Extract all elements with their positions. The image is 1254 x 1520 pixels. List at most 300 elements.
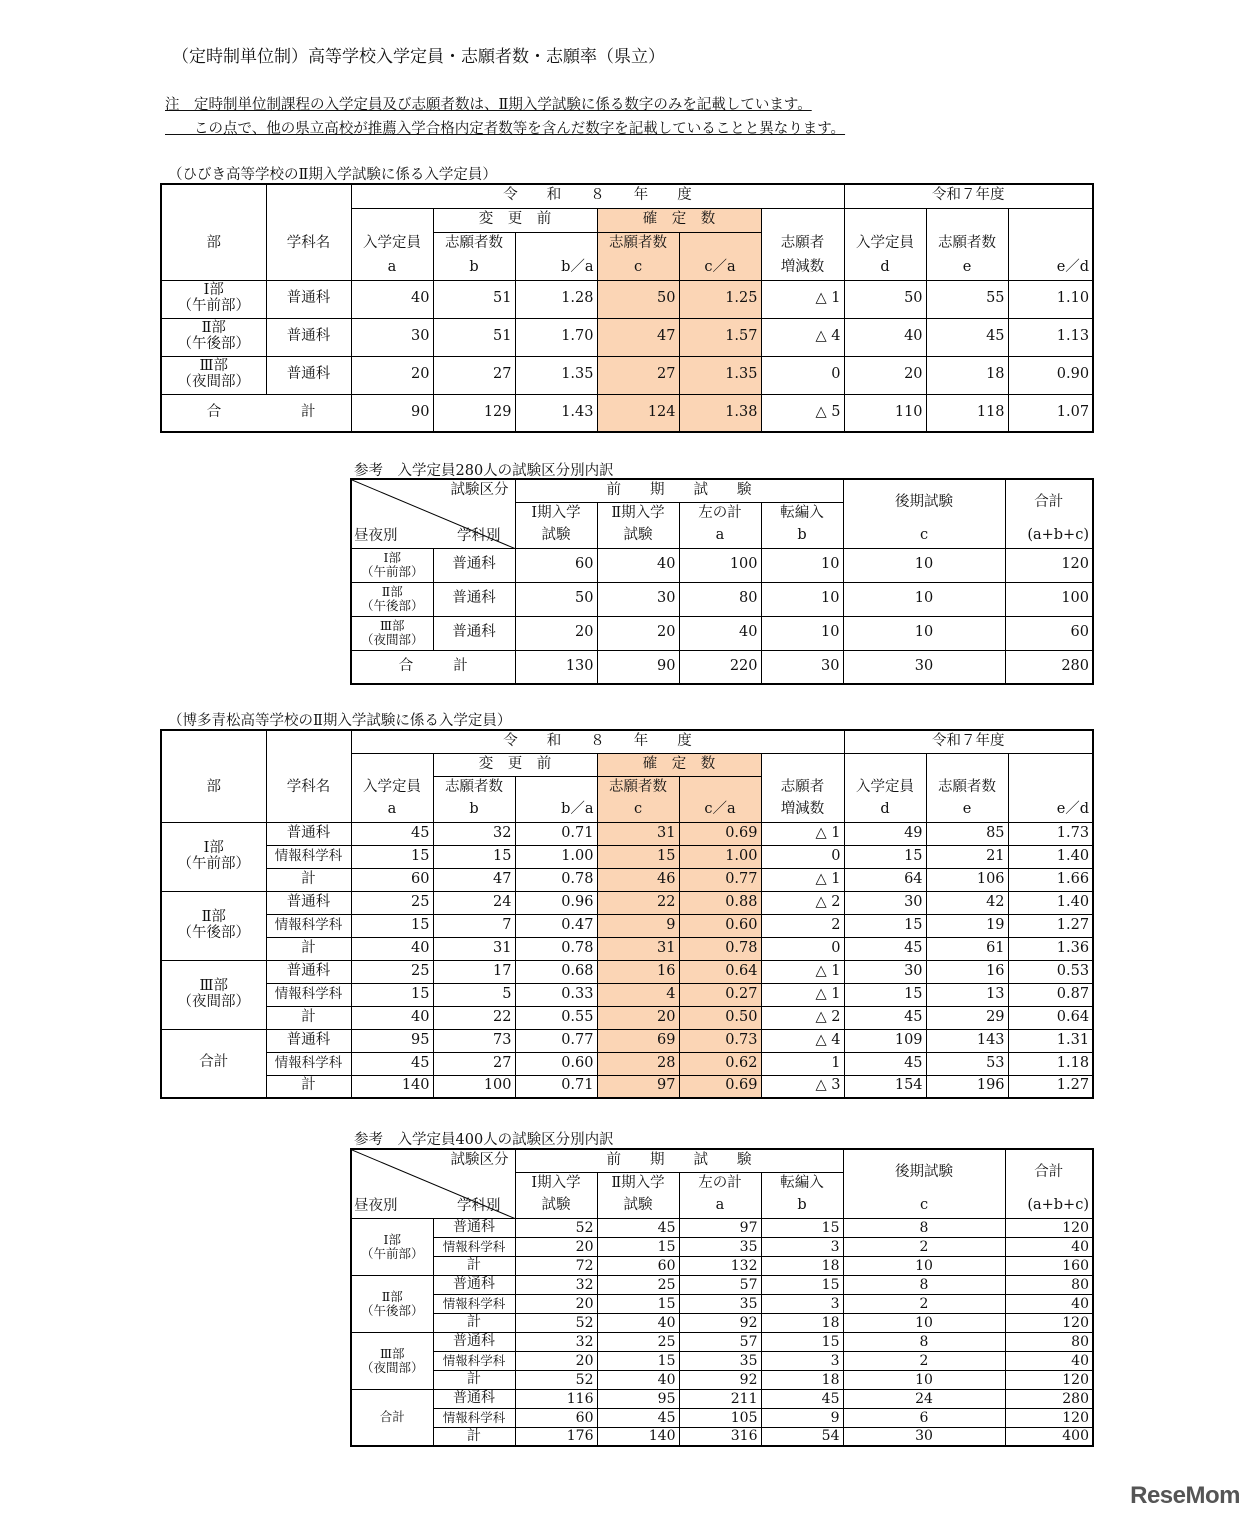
i-cell: 20: [515, 1294, 597, 1313]
shigan-c-header: 志願者数: [597, 776, 679, 799]
diagonal-header: [351, 1149, 515, 1218]
gokei-header: 合計: [1005, 479, 1093, 525]
d-cell: 40: [844, 318, 926, 356]
koki-header: 後期試験: [843, 1149, 1005, 1195]
b-cell: 27: [433, 1052, 515, 1075]
e-cell: 118: [926, 394, 1008, 432]
b-cell: 51: [433, 318, 515, 356]
table-row: [351, 548, 1093, 582]
i-cell: 52: [515, 1218, 597, 1237]
ii-cell: 90: [597, 650, 679, 684]
chuya-header: 昼夜別: [354, 527, 398, 544]
table-row: [351, 1351, 1093, 1370]
gakka-cell: 情報科学科: [266, 845, 351, 868]
diff-cell: 0: [761, 845, 844, 868]
bu-cell: [351, 1275, 433, 1332]
d-cell: 49: [844, 822, 926, 845]
gakka-cell: 計: [266, 937, 351, 960]
ba-cell: 0.33: [515, 983, 597, 1006]
c-cell: 10: [843, 1370, 1005, 1389]
i-header-2: 試験: [515, 1195, 597, 1218]
a-header: a: [351, 799, 433, 822]
e-cell: 16: [926, 960, 1008, 983]
shigan-header: 志願者数: [433, 776, 515, 799]
c-cell: 28: [597, 1052, 679, 1075]
ba-cell: 1.00: [515, 845, 597, 868]
a-cell: 35: [679, 1294, 761, 1313]
bu-label: Ⅱ部: [381, 584, 403, 600]
ed-cell: 1.18: [1008, 1052, 1093, 1075]
a-cell: 220: [679, 650, 761, 684]
a-cell: 40: [679, 616, 761, 650]
bu-cell: [351, 1218, 433, 1275]
a-cell: 57: [679, 1275, 761, 1294]
r7-header: 令和７年度: [844, 184, 1093, 208]
e-cell: 45: [926, 318, 1008, 356]
zogen-header-2: 増減数: [761, 256, 844, 280]
gakka-cell: 普通科: [433, 1218, 515, 1237]
e-cell: 61: [926, 937, 1008, 960]
ed-cell: 1.31: [1008, 1029, 1093, 1052]
gakka-cell: 普通科: [266, 822, 351, 845]
header-cell: [1008, 776, 1093, 799]
i-cell: 60: [515, 1408, 597, 1427]
hidari-header: 左の計: [679, 502, 761, 525]
bu-label: Ⅲ部: [199, 358, 228, 375]
gakka-cell: 普通科: [266, 960, 351, 983]
c-cell: 10: [843, 1256, 1005, 1275]
e-cell: 13: [926, 983, 1008, 1006]
gakka-cell: 計: [433, 1256, 515, 1275]
d-cell: 45: [844, 937, 926, 960]
ed-cell: 1.40: [1008, 845, 1093, 868]
diff-cell: 1: [761, 1052, 844, 1075]
b-cell: 9: [761, 1408, 843, 1427]
a-cell: 40: [351, 280, 433, 318]
a-cell: 45: [351, 1052, 433, 1075]
i-cell: 32: [515, 1332, 597, 1351]
kakutei-header: 確 定 数: [597, 208, 761, 232]
header-cell: [161, 256, 266, 280]
ed-cell: 1.40: [1008, 891, 1093, 914]
table-row: [351, 582, 1093, 616]
c-cell: 22: [597, 891, 679, 914]
ca-cell: 1.25: [679, 280, 761, 318]
bu-label: Ⅲ部: [379, 618, 405, 634]
c-cell: 8: [843, 1218, 1005, 1237]
c-cell: 15: [597, 845, 679, 868]
ca-cell: 0.27: [679, 983, 761, 1006]
e-cell: 21: [926, 845, 1008, 868]
c-header: c: [843, 1195, 1005, 1218]
gakka-cell: 普通科: [433, 548, 515, 582]
ca-cell: 0.60: [679, 914, 761, 937]
gakka-cell: 普通科: [266, 891, 351, 914]
c-cell: 4: [597, 983, 679, 1006]
table-row: [161, 891, 1093, 914]
b-cell: 30: [761, 650, 843, 684]
b-cell: 3: [761, 1351, 843, 1370]
shigan-e-header: 志願者数: [926, 232, 1008, 256]
c-cell: 31: [597, 937, 679, 960]
a-cell: 95: [351, 1029, 433, 1052]
ba-cell: 0.78: [515, 868, 597, 891]
table-row: [161, 1052, 1093, 1075]
abc-header: (a+b+c): [1005, 1195, 1093, 1218]
bu-label: Ⅱ部: [201, 908, 226, 925]
b-header: b: [761, 1195, 843, 1218]
ii-cell: 25: [597, 1275, 679, 1294]
ba-cell: 0.96: [515, 891, 597, 914]
diff-cell: △ 3: [761, 1075, 844, 1098]
header-cell: [266, 184, 351, 208]
ed-cell: 1.66: [1008, 868, 1093, 891]
e-header: e: [926, 256, 1008, 280]
c-cell: 46: [597, 868, 679, 891]
hakata-ref-caption: 参考 入学定員400人の試験区分別内訳: [354, 1132, 614, 1148]
header-cell: [351, 208, 433, 232]
hakata-caption: （博多青松高等学校のⅡ期入学試験に係る入学定員）: [168, 713, 512, 729]
header-cell: [161, 208, 266, 232]
total-cell: 280: [1005, 1389, 1093, 1408]
bu-sublabel: （午後部）: [177, 924, 250, 941]
c-cell: 10: [843, 582, 1005, 616]
e-cell: 19: [926, 914, 1008, 937]
ed-cell: 1.07: [1008, 394, 1093, 432]
total-cell: 80: [1005, 1332, 1093, 1351]
gakka-cell: 普通科: [433, 1332, 515, 1351]
b-cell: 3: [761, 1294, 843, 1313]
ba-cell: 0.71: [515, 1075, 597, 1098]
total-row: [161, 394, 1093, 432]
bu-sublabel: （夜間部）: [177, 993, 250, 1010]
header-cell: [761, 753, 844, 776]
c-cell: 31: [597, 822, 679, 845]
table-row: [161, 822, 1093, 845]
a-cell: 100: [679, 548, 761, 582]
header-cell: [266, 799, 351, 822]
gakka-cell: 情報科学科: [433, 1351, 515, 1370]
hidari-header: 左の計: [679, 1172, 761, 1195]
gakka-header: 学科別: [457, 1197, 501, 1214]
i-cell: 176: [515, 1427, 597, 1446]
c-cell: 2: [843, 1294, 1005, 1313]
diff-cell: △ 1: [761, 280, 844, 318]
diff-cell: 2: [761, 914, 844, 937]
shigan-header: 志願者数: [433, 232, 515, 256]
c-cell: 47: [597, 318, 679, 356]
total-cell: 120: [1005, 548, 1093, 582]
ed-cell: 1.73: [1008, 822, 1093, 845]
bu-label: Ⅰ部: [383, 1231, 401, 1247]
ca-cell: 0.73: [679, 1029, 761, 1052]
table-row: [351, 1370, 1093, 1389]
ba-header: b／a: [515, 799, 597, 822]
e-cell: 143: [926, 1029, 1008, 1052]
i-cell: 52: [515, 1313, 597, 1332]
i-cell: 50: [515, 582, 597, 616]
ca-cell: 0.62: [679, 1052, 761, 1075]
hibiki-ref-table: [350, 478, 1094, 685]
total-cell: 120: [1005, 1218, 1093, 1237]
total-cell: 100: [1005, 582, 1093, 616]
bu-label: 合計: [199, 1054, 229, 1071]
a-cell: 132: [679, 1256, 761, 1275]
b-cell: 31: [433, 937, 515, 960]
ba-cell: 1.28: [515, 280, 597, 318]
c-header: c: [843, 525, 1005, 548]
b-cell: 3: [761, 1237, 843, 1256]
bu-cell: [351, 1389, 433, 1446]
zogen-header-2: 増減数: [761, 799, 844, 822]
gakka-cell: 情報科学科: [433, 1408, 515, 1427]
total-cell: 400: [1005, 1427, 1093, 1446]
diff-cell: △ 1: [761, 868, 844, 891]
b-cell: 5: [433, 983, 515, 1006]
teiin-d-header: 入学定員: [844, 776, 926, 799]
chuya-header: 昼夜別: [354, 1197, 398, 1214]
zogen-header: 志願者: [761, 776, 844, 799]
total-cell: 40: [1005, 1351, 1093, 1370]
table-row: [351, 616, 1093, 650]
ed-header: e／d: [1008, 799, 1093, 822]
bu-sublabel: （午後部）: [360, 598, 424, 613]
gakka-cell: 計: [266, 1075, 351, 1098]
b-cell: 7: [433, 914, 515, 937]
c-cell: 10: [843, 548, 1005, 582]
a-cell: 15: [351, 845, 433, 868]
total-label: [351, 650, 515, 684]
a-cell: 316: [679, 1427, 761, 1446]
gokei-header: 合計: [1005, 1149, 1093, 1195]
ba-cell: 0.60: [515, 1052, 597, 1075]
ed-cell: 0.90: [1008, 356, 1093, 394]
header-cell: [161, 753, 266, 776]
a-cell: 40: [351, 1006, 433, 1029]
gakka-cell: 普通科: [266, 280, 351, 318]
i-header: Ⅰ期入学: [515, 502, 597, 525]
ii-cell: 40: [597, 1313, 679, 1332]
b-cell: 27: [433, 356, 515, 394]
header-cell: [1008, 232, 1093, 256]
bu-label: 合計: [379, 1409, 405, 1425]
gakka-header: 学科名: [266, 232, 351, 256]
ba-header: b／a: [515, 256, 597, 280]
bu-label: Ⅰ部: [203, 282, 224, 299]
d-cell: 45: [844, 1006, 926, 1029]
a-cell: 80: [679, 582, 761, 616]
a-cell: 97: [679, 1218, 761, 1237]
header-cell: [926, 753, 1008, 776]
a-cell: 45: [351, 822, 433, 845]
a-cell: 105: [679, 1408, 761, 1427]
gakka-cell: 普通科: [433, 1275, 515, 1294]
total-label-2: 計: [266, 394, 351, 432]
b-header: b: [433, 256, 515, 280]
d-header: d: [844, 256, 926, 280]
gakka-cell: 普通科: [266, 356, 351, 394]
a-header: a: [679, 1195, 761, 1218]
ii-header-2: 試験: [597, 525, 679, 548]
header-cell: [515, 776, 597, 799]
ii-cell: 140: [597, 1427, 679, 1446]
table-row: [351, 1237, 1093, 1256]
table-row: [161, 845, 1093, 868]
d-cell: 30: [844, 891, 926, 914]
total-cell: 120: [1005, 1370, 1093, 1389]
header-cell: [266, 256, 351, 280]
bu-cell: [161, 318, 266, 356]
gakka-cell: 情報科学科: [266, 983, 351, 1006]
henko-header: 変 更 前: [433, 753, 597, 776]
bu-sublabel: （夜間部）: [360, 1359, 424, 1375]
total-cell: 120: [1005, 1408, 1093, 1427]
ca-cell: 1.35: [679, 356, 761, 394]
ed-header: e／d: [1008, 256, 1093, 280]
a-cell: 20: [351, 356, 433, 394]
total-row: [351, 650, 1093, 684]
hakata-table: [160, 729, 1094, 1099]
ii-header: Ⅱ期入学: [597, 502, 679, 525]
table-row: [351, 1332, 1093, 1351]
b-cell: 100: [433, 1075, 515, 1098]
c-cell: 9: [597, 914, 679, 937]
diff-cell: 0: [761, 937, 844, 960]
gakka-cell: 情報科学科: [266, 1052, 351, 1075]
a-cell: 25: [351, 891, 433, 914]
diff-cell: △ 2: [761, 1006, 844, 1029]
henko-header: 変 更 前: [433, 208, 597, 232]
ca-cell: 0.69: [679, 822, 761, 845]
hakata-ref-table: [350, 1148, 1094, 1447]
bu-header: 部: [161, 776, 266, 799]
gakka-header: 学科名: [266, 776, 351, 799]
header-cell: [161, 730, 266, 753]
a-cell: 57: [679, 1332, 761, 1351]
a-cell: 60: [351, 868, 433, 891]
bu-label: Ⅱ部: [201, 320, 226, 337]
diff-cell: △ 5: [761, 394, 844, 432]
b-cell: 15: [761, 1275, 843, 1294]
d-cell: 109: [844, 1029, 926, 1052]
b-cell: 54: [761, 1427, 843, 1446]
c-cell: 27: [597, 356, 679, 394]
c-cell: 6: [843, 1408, 1005, 1427]
b-cell: 45: [761, 1389, 843, 1408]
ii-cell: 15: [597, 1294, 679, 1313]
bu-label: Ⅲ部: [379, 1345, 405, 1361]
header-cell: [266, 753, 351, 776]
c-cell: 2: [843, 1351, 1005, 1370]
d-cell: 15: [844, 983, 926, 1006]
kubun-header: 試験区分: [450, 482, 509, 498]
bu-cell: [161, 891, 266, 960]
header-cell: [266, 730, 351, 753]
ii-cell: 15: [597, 1351, 679, 1370]
d-cell: 45: [844, 1052, 926, 1075]
shigan-c-header: 志願者数: [597, 232, 679, 256]
table-row: [161, 868, 1093, 891]
e-cell: 29: [926, 1006, 1008, 1029]
teiin-header: 入学定員: [351, 232, 433, 256]
total-cell: 120: [1005, 1313, 1093, 1332]
ii-cell: 15: [597, 1237, 679, 1256]
a-cell: 30: [351, 318, 433, 356]
ii-cell: 25: [597, 1332, 679, 1351]
ed-cell: 0.53: [1008, 960, 1093, 983]
b-header: b: [433, 799, 515, 822]
i-cell: 20: [515, 1237, 597, 1256]
ed-cell: 0.87: [1008, 983, 1093, 1006]
i-cell: 20: [515, 616, 597, 650]
header-cell: [266, 208, 351, 232]
bu-cell: [351, 582, 433, 616]
koki-header: 後期試験: [843, 479, 1005, 525]
ba-cell: 0.68: [515, 960, 597, 983]
ii-cell: 45: [597, 1408, 679, 1427]
ii-cell: 45: [597, 1218, 679, 1237]
bu-cell: [351, 616, 433, 650]
ii-cell: 40: [597, 548, 679, 582]
ca-cell: 0.78: [679, 937, 761, 960]
ii-cell: 40: [597, 1370, 679, 1389]
total-cell: 160: [1005, 1256, 1093, 1275]
ii-cell: 95: [597, 1389, 679, 1408]
diff-cell: △ 1: [761, 960, 844, 983]
gakka-cell: 計: [266, 868, 351, 891]
table-row: [351, 1294, 1093, 1313]
ca-cell: 0.69: [679, 1075, 761, 1098]
a-cell: 211: [679, 1389, 761, 1408]
b-cell: 129: [433, 394, 515, 432]
i-cell: 116: [515, 1389, 597, 1408]
e-cell: 18: [926, 356, 1008, 394]
a-cell: 40: [351, 937, 433, 960]
header-cell: [1008, 208, 1093, 232]
table-row: [161, 1075, 1093, 1098]
bu-sublabel: （午後部）: [360, 1302, 424, 1318]
r7-header: 令和７年度: [844, 730, 1093, 753]
note-line-2: この点で、他の県立高校が推薦入学合格内定者数等を含んだ数字を記載していることと異なります。: [165, 121, 846, 137]
i-cell: 60: [515, 548, 597, 582]
ca-cell: 1.57: [679, 318, 761, 356]
ca-cell: 0.88: [679, 891, 761, 914]
b-cell: 51: [433, 280, 515, 318]
i-header: Ⅰ期入学: [515, 1172, 597, 1195]
zogen-header: 志願者: [761, 232, 844, 256]
gakka-cell: 普通科: [433, 1389, 515, 1408]
ca-cell: 0.77: [679, 868, 761, 891]
bu-label: Ⅱ部: [381, 1288, 403, 1304]
table-row: [161, 983, 1093, 1006]
header-cell: [844, 753, 926, 776]
ii-header: Ⅱ期入学: [597, 1172, 679, 1195]
total-label: 合: [161, 394, 266, 432]
c-cell: 8: [843, 1275, 1005, 1294]
note-line-1: 注 定時制単位制課程の入学定員及び志願者数は、Ⅱ期入学試験に係る数字のみを記載しています。: [165, 97, 812, 113]
table-row: [161, 318, 1093, 356]
gakka-cell: 普通科: [433, 616, 515, 650]
a-cell: 90: [351, 394, 433, 432]
i-cell: 72: [515, 1256, 597, 1275]
header-cell: [679, 776, 761, 799]
gakka-cell: 計: [433, 1370, 515, 1389]
gakka-cell: 情報科学科: [433, 1237, 515, 1256]
zenki-header: 前 期 試 験: [515, 479, 843, 502]
b-cell: 24: [433, 891, 515, 914]
zenki-header: 前 期 試 験: [515, 1149, 843, 1172]
page-title: （定時制単位制）高等学校入学定員・志願者数・志願率（県立）: [172, 47, 665, 67]
